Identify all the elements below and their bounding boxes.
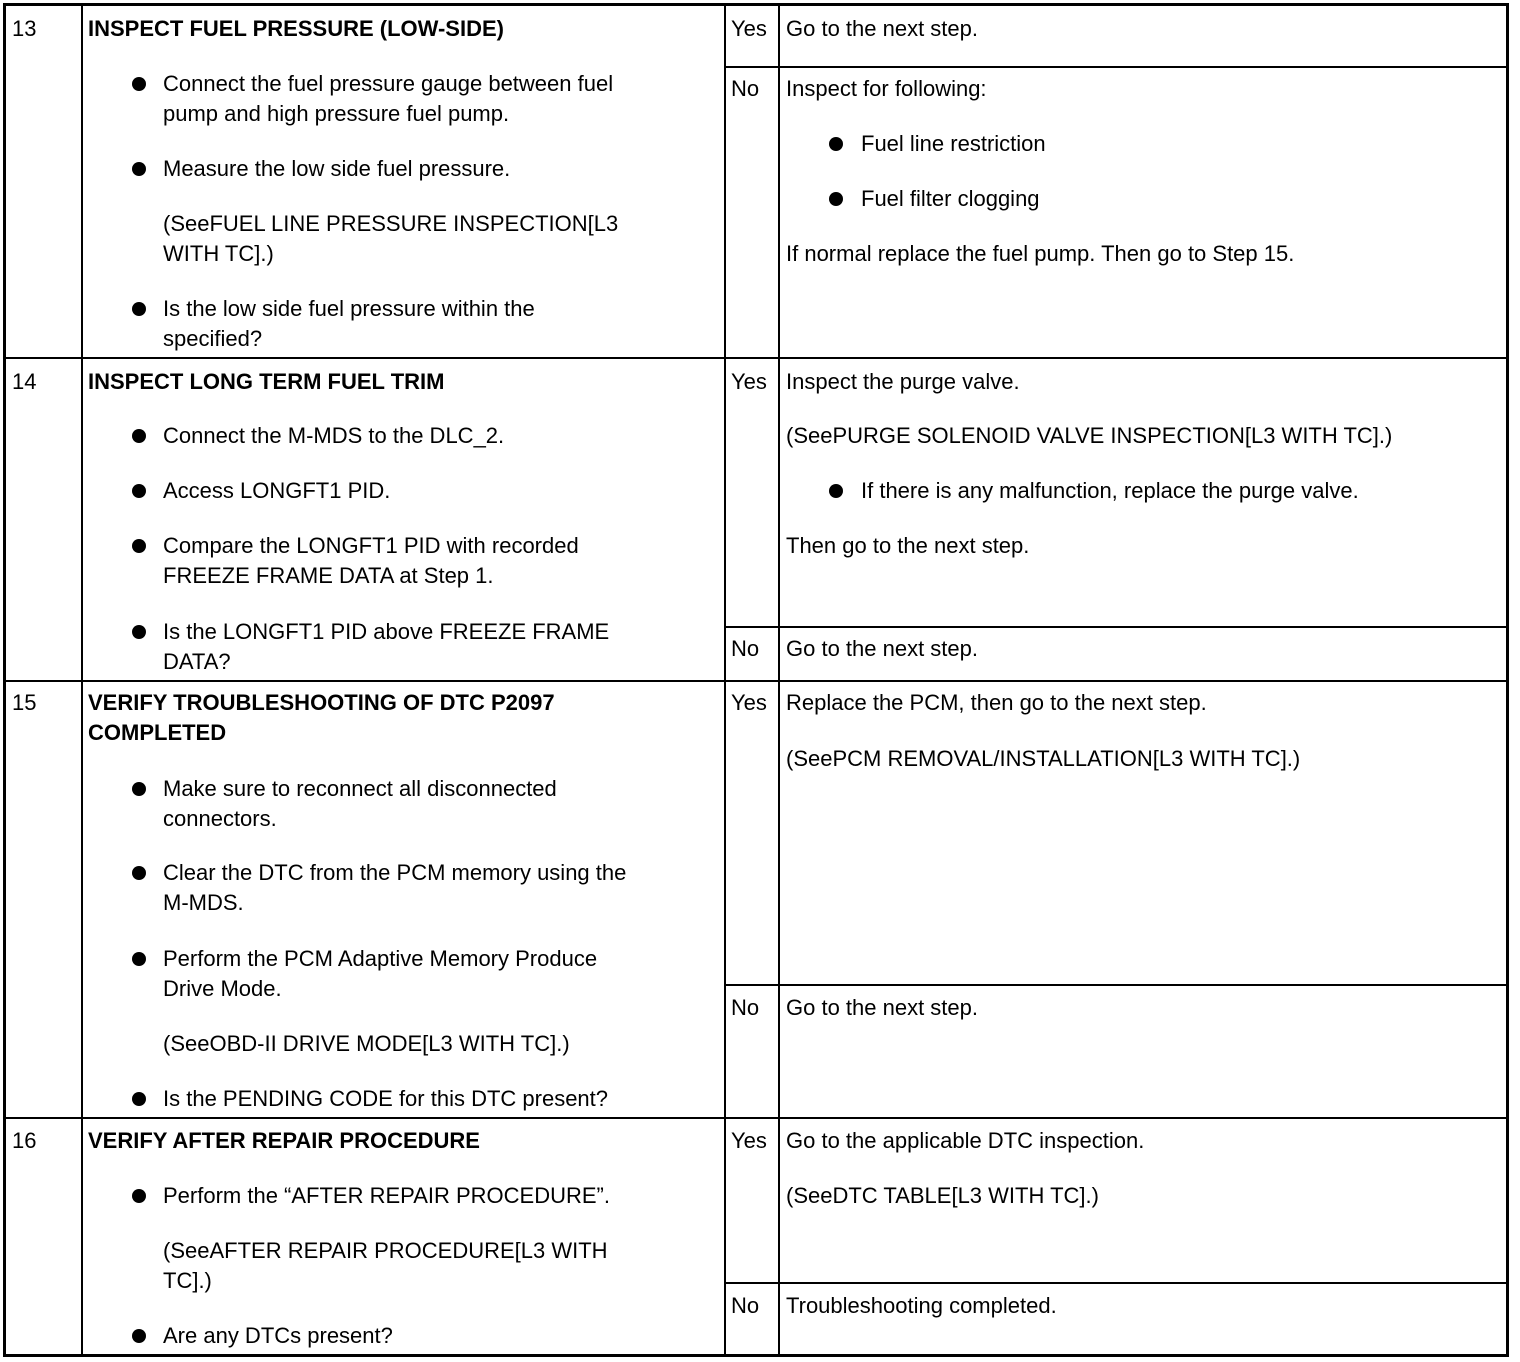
result-line: Inspect the purge valve. [786, 369, 1020, 394]
result-line: Go to the applicable DTC inspection. [786, 1128, 1145, 1153]
action-line: connectors. [163, 806, 277, 831]
reference-link[interactable]: (SeeFUEL LINE PRESSURE INSPECTION[L3 [163, 211, 619, 236]
yes-no-divider [725, 66, 1509, 68]
action-line: Compare the LONGFT1 PID with recorded [163, 533, 579, 558]
bullet-icon [132, 625, 146, 639]
column-divider [778, 3, 780, 1357]
bullet-icon [132, 429, 146, 443]
action-line: Drive Mode. [163, 976, 282, 1001]
no-label: No [731, 1293, 760, 1318]
yes-label: Yes [731, 690, 767, 715]
column-divider [724, 3, 726, 1357]
result-line: Go to the next step. [786, 995, 979, 1020]
reference-link[interactable]: (SeePURGE SOLENOID VALVE INSPECTION[L3 WITH TC].) [786, 423, 1393, 448]
step-title: VERIFY TROUBLESHOOTING OF DTC P2097 [88, 690, 555, 715]
action-line: M-MDS. [163, 890, 244, 915]
action-line: Connect the fuel pressure gauge between fuel [163, 71, 614, 96]
bullet-icon [132, 162, 146, 176]
reference-link[interactable]: (SeeOBD-II DRIVE MODE[L3 WITH TC].) [163, 1031, 570, 1056]
bullet-icon [132, 302, 146, 316]
bullet-icon [132, 77, 146, 91]
step-number: 15 [12, 690, 37, 715]
step-title: COMPLETED [88, 720, 227, 745]
step-title: VERIFY AFTER REPAIR PROCEDURE [88, 1128, 480, 1153]
no-label: No [731, 636, 760, 661]
result-line: If normal replace the fuel pump. Then go to Step 15. [786, 241, 1295, 266]
bullet-icon [132, 952, 146, 966]
action-line: pump and high pressure fuel pump. [163, 101, 510, 126]
result-line: Fuel line restriction [861, 131, 1046, 156]
result-line: Fuel filter clogging [861, 186, 1040, 211]
bullet-icon [132, 484, 146, 498]
action-line: Is the LONGFT1 PID above FREEZE FRAME [163, 619, 610, 644]
reference-link[interactable]: (SeeDTC TABLE[L3 WITH TC].) [786, 1183, 1099, 1208]
row-divider [3, 357, 1509, 359]
bullet-icon [132, 782, 146, 796]
step-title: INSPECT LONG TERM FUEL TRIM [88, 369, 445, 394]
action-line: Measure the low side fuel pressure. [163, 156, 511, 181]
result-line: Go to the next step. [786, 636, 979, 661]
action-line: DATA? [163, 649, 231, 674]
yes-label: Yes [731, 1128, 767, 1153]
bullet-icon [829, 137, 843, 151]
step-title: INSPECT FUEL PRESSURE (LOW-SIDE) [88, 16, 504, 41]
step-number: 14 [12, 369, 37, 394]
result-line: If there is any malfunction, replace the purge valve. [861, 478, 1359, 503]
action-line: Is the PENDING CODE for this DTC present? [163, 1086, 609, 1111]
reference-link[interactable]: WITH TC].) [163, 241, 274, 266]
action-line: Are any DTCs present? [163, 1323, 393, 1348]
action-line: Make sure to reconnect all disconnected [163, 776, 557, 801]
action-line: FREEZE FRAME DATA at Step 1. [163, 563, 494, 588]
bullet-icon [132, 1092, 146, 1106]
row-divider [3, 680, 1509, 682]
action-line: Perform the “AFTER REPAIR PROCEDURE”. [163, 1183, 610, 1208]
yes-label: Yes [731, 369, 767, 394]
no-label: No [731, 76, 760, 101]
bullet-icon [132, 866, 146, 880]
bullet-icon [132, 1329, 146, 1343]
yes-label: Yes [731, 16, 767, 41]
bullet-icon [132, 1189, 146, 1203]
step-number: 13 [12, 16, 37, 41]
result-line: Troubleshooting completed. [786, 1293, 1057, 1318]
yes-no-divider [725, 626, 1509, 628]
reference-link[interactable]: (SeePCM REMOVAL/INSTALLATION[L3 WITH TC].) [786, 746, 1301, 771]
action-line: specified? [163, 326, 263, 351]
result-line: Inspect for following: [786, 76, 987, 101]
column-divider [81, 3, 83, 1357]
step-number: 16 [12, 1128, 37, 1153]
action-line: Perform the PCM Adaptive Memory Produce [163, 946, 598, 971]
row-divider [3, 1117, 1509, 1119]
bullet-icon [132, 539, 146, 553]
action-line: Access LONGFT1 PID. [163, 478, 391, 503]
result-line: Go to the next step. [786, 16, 979, 41]
action-line: Is the low side fuel pressure within the [163, 296, 535, 321]
yes-no-divider [725, 1282, 1509, 1284]
bullet-icon [829, 484, 843, 498]
action-line: Connect the M-MDS to the DLC_2. [163, 423, 505, 448]
reference-link[interactable]: (SeeAFTER REPAIR PROCEDURE[L3 WITH [163, 1238, 608, 1263]
yes-no-divider [725, 984, 1509, 986]
result-line: Then go to the next step. [786, 533, 1030, 558]
bullet-icon [829, 192, 843, 206]
reference-link[interactable]: TC].) [163, 1268, 212, 1293]
result-line: Replace the PCM, then go to the next step. [786, 690, 1207, 715]
action-line: Clear the DTC from the PCM memory using the [163, 860, 627, 885]
no-label: No [731, 995, 760, 1020]
